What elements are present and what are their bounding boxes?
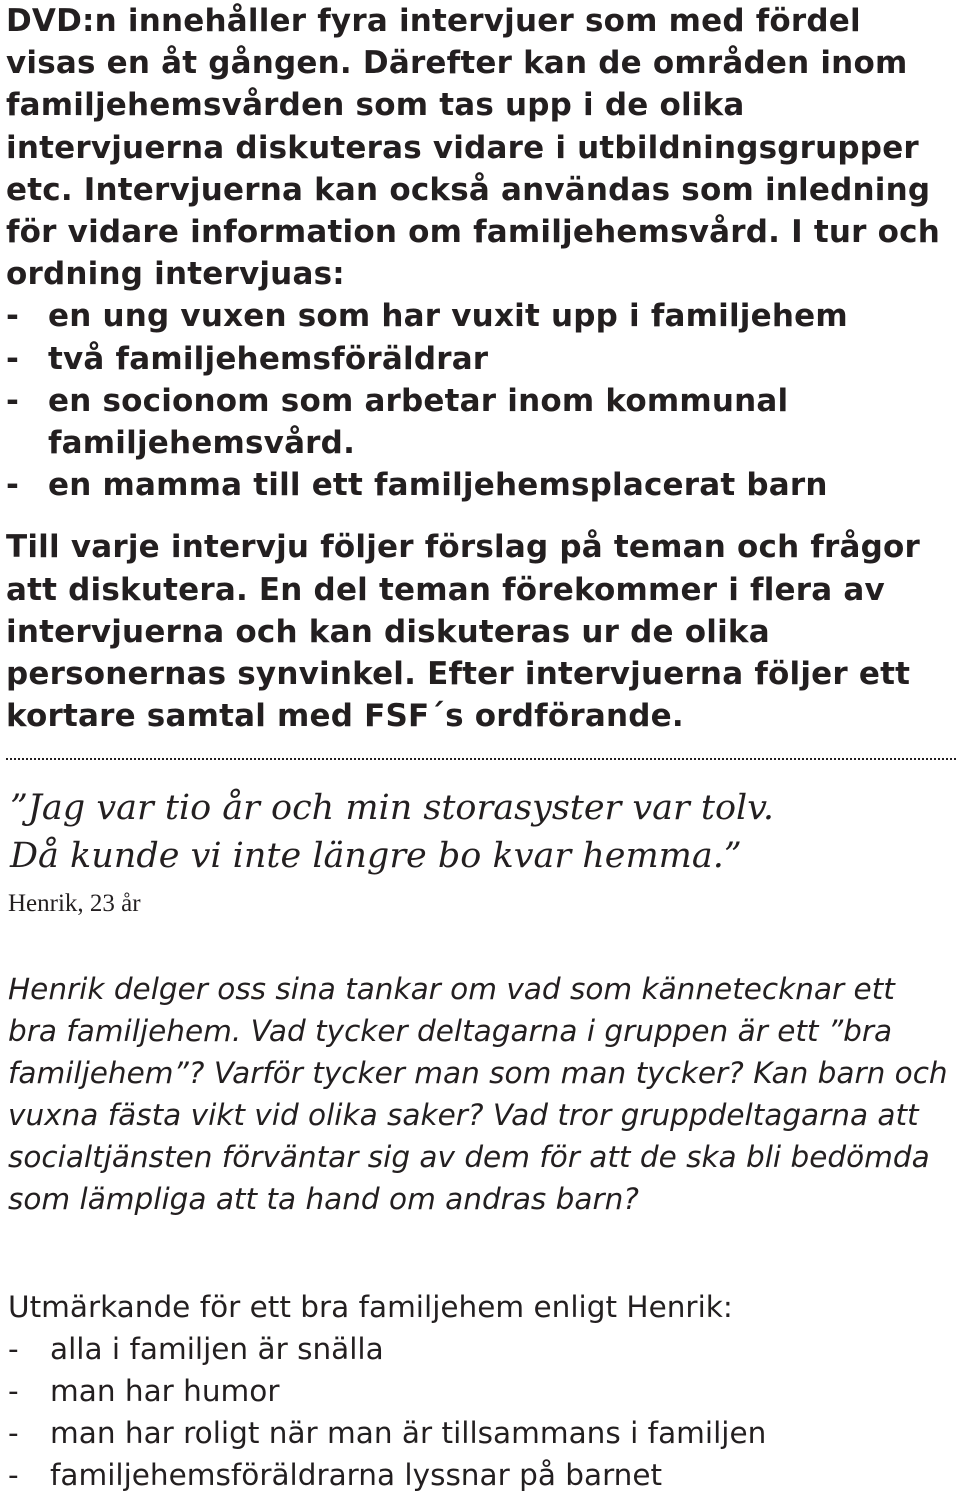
list-item-text: en mamma till ett familjehemsplacerat barn xyxy=(48,467,828,504)
list-item xyxy=(6,380,956,464)
list-dash: - xyxy=(6,382,20,419)
list-dash: - xyxy=(6,298,20,335)
list-item-text: man har roligt när man är tillsammans i familjen xyxy=(50,1416,767,1450)
list-item xyxy=(6,295,956,337)
quote-attribution: Henrik, 23 år xyxy=(8,890,141,917)
list-item-text: man har humor xyxy=(50,1374,280,1408)
list-item xyxy=(8,1454,953,1496)
quote-line-1: ”Jag var tio år och min storasyster var tolv. xyxy=(10,788,774,828)
discussion-questions: Henrik delger oss sina tankar om vad som kännetecknar ett bra familjehem. Vad tycker deltagarna i gruppen är ett ”bra familjehem”? Varför tycker man som man tycker? Kan barn och vuxna fästa vikt vid olika saker? Vad tror gruppdeltagarna att socialtjänsten förväntar sig av dem för att de ska bli bedömda som lämpliga att ta hand om andras barn? xyxy=(8,972,948,1216)
quote-line-2: Då kunde vi inte längre bo kvar hemma.” xyxy=(10,836,742,876)
list-dash: - xyxy=(8,1332,19,1366)
pull-quote xyxy=(10,784,950,880)
list-item-text: familjehemsföräldrarna lyssnar på barnet xyxy=(50,1458,663,1492)
interviewee-list xyxy=(6,295,956,506)
features-section xyxy=(8,1286,953,1496)
list-item-text: alla i familjen är snälla xyxy=(50,1332,384,1366)
features-list xyxy=(8,1328,953,1496)
list-item xyxy=(6,464,956,506)
features-heading: Utmärkande för ett bra familjehem enligt Henrik: xyxy=(8,1290,733,1324)
list-item-text: en ung vuxen som har vuxit upp i familjehem xyxy=(48,298,848,335)
list-dash: - xyxy=(6,340,20,377)
list-item-text: två familjehemsföräldrar xyxy=(48,340,489,377)
intro-paragraph: DVD:n innehåller fyra intervjuer som med fördel visas en åt gången. Därefter kan de områden inom familjehemsvården som tas upp i de olika intervjuerna diskuteras vidare i utbildningsgrupper etc. Intervjuerna kan också användas som inledning för vidare information om familjehemsvård. I tur och ordning intervjuas: xyxy=(6,3,940,293)
list-item xyxy=(8,1370,953,1412)
list-item-text: en socionom som arbetar inom kommunal familjehemsvård. xyxy=(48,382,789,462)
list-dash: - xyxy=(8,1416,19,1450)
dotted-divider xyxy=(6,758,956,760)
document-page xyxy=(6,0,956,737)
list-dash: - xyxy=(6,467,20,504)
list-dash: - xyxy=(8,1374,19,1408)
list-item xyxy=(8,1412,953,1454)
discussion-paragraph: Till varje intervju följer förslag på teman och frågor att diskutera. En del teman förekommer i flera av intervjuerna och kan diskuteras ur de olika personernas synvinkel. Efter intervjuerna följer ett kortare samtal med FSF´s ordförande. xyxy=(6,529,921,735)
list-dash: - xyxy=(8,1458,19,1492)
list-item xyxy=(8,1328,953,1370)
list-item xyxy=(6,338,956,380)
